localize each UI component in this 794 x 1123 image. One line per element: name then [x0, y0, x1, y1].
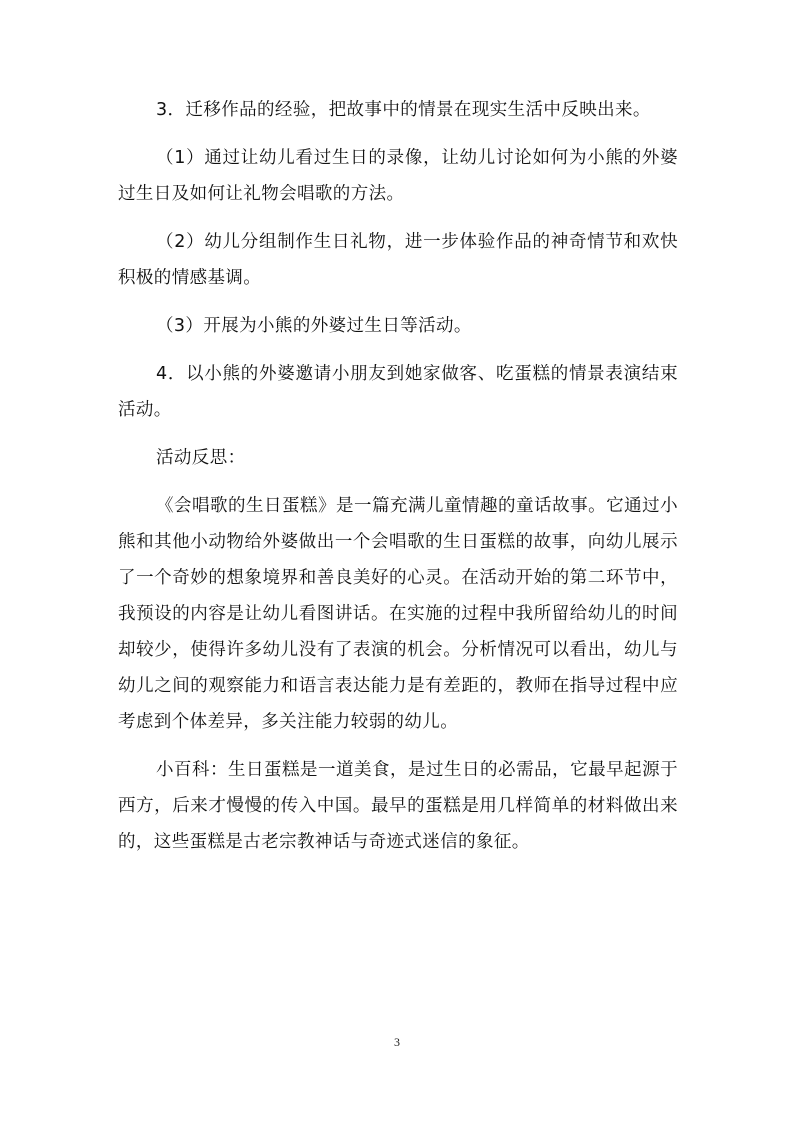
document-body [118, 92, 678, 860]
step-4-paragraph: 4．以小熊的外婆邀请小朋友到她家做客、吃蛋糕的情景表演结束活动。 [118, 364, 678, 420]
step-3-1-paragraph: （1）通过让幼儿看过生日的录像，让幼儿讨论如何为小熊的外婆过生日及如何让礼物会唱歌的方法。 [118, 148, 678, 204]
step-3-paragraph: 3．迁移作品的经验，把故事中的情景在现实生活中反映出来。 [156, 100, 651, 120]
reflection-heading: 活动反思： [156, 448, 246, 468]
step-3-3-paragraph: （3）开展为小熊的外婆过生日等活动。 [156, 316, 472, 336]
encyclopedia-paragraph: 小百科：生日蛋糕是一道美食，是过生日的必需品，它最早起源于西方，后来才慢慢的传入中国。最早的蛋糕是用几样简单的材料做出来的，这些蛋糕是古老宗教神话与奇迹式迷信的象征。 [118, 760, 678, 852]
page-number: 3 [394, 1035, 400, 1049]
reflection-paragraph: 《会唱歌的生日蛋糕》是一篇充满儿童情趣的童话故事。它通过小熊和其他小动物给外婆做出一个会唱歌的生日蛋糕的故事，向幼儿展示了一个奇妙的想象境界和善良美好的心灵。在活动开始的第二环节中，我预设的内容是让幼儿看图讲话。在实施的过程中我所留给幼儿的时间却较少，使得许多幼儿没有了表演的机会。分析情况可以看出，幼儿与幼儿之间的观察能力和语言表达能力是有差距的，教师在指导过程中应考虑到个体差异，多关注能力较弱的幼儿。 [118, 496, 678, 732]
step-3-2-paragraph: （2）幼儿分组制作生日礼物，进一步体验作品的神奇情节和欢快积极的情感基调。 [118, 232, 678, 288]
